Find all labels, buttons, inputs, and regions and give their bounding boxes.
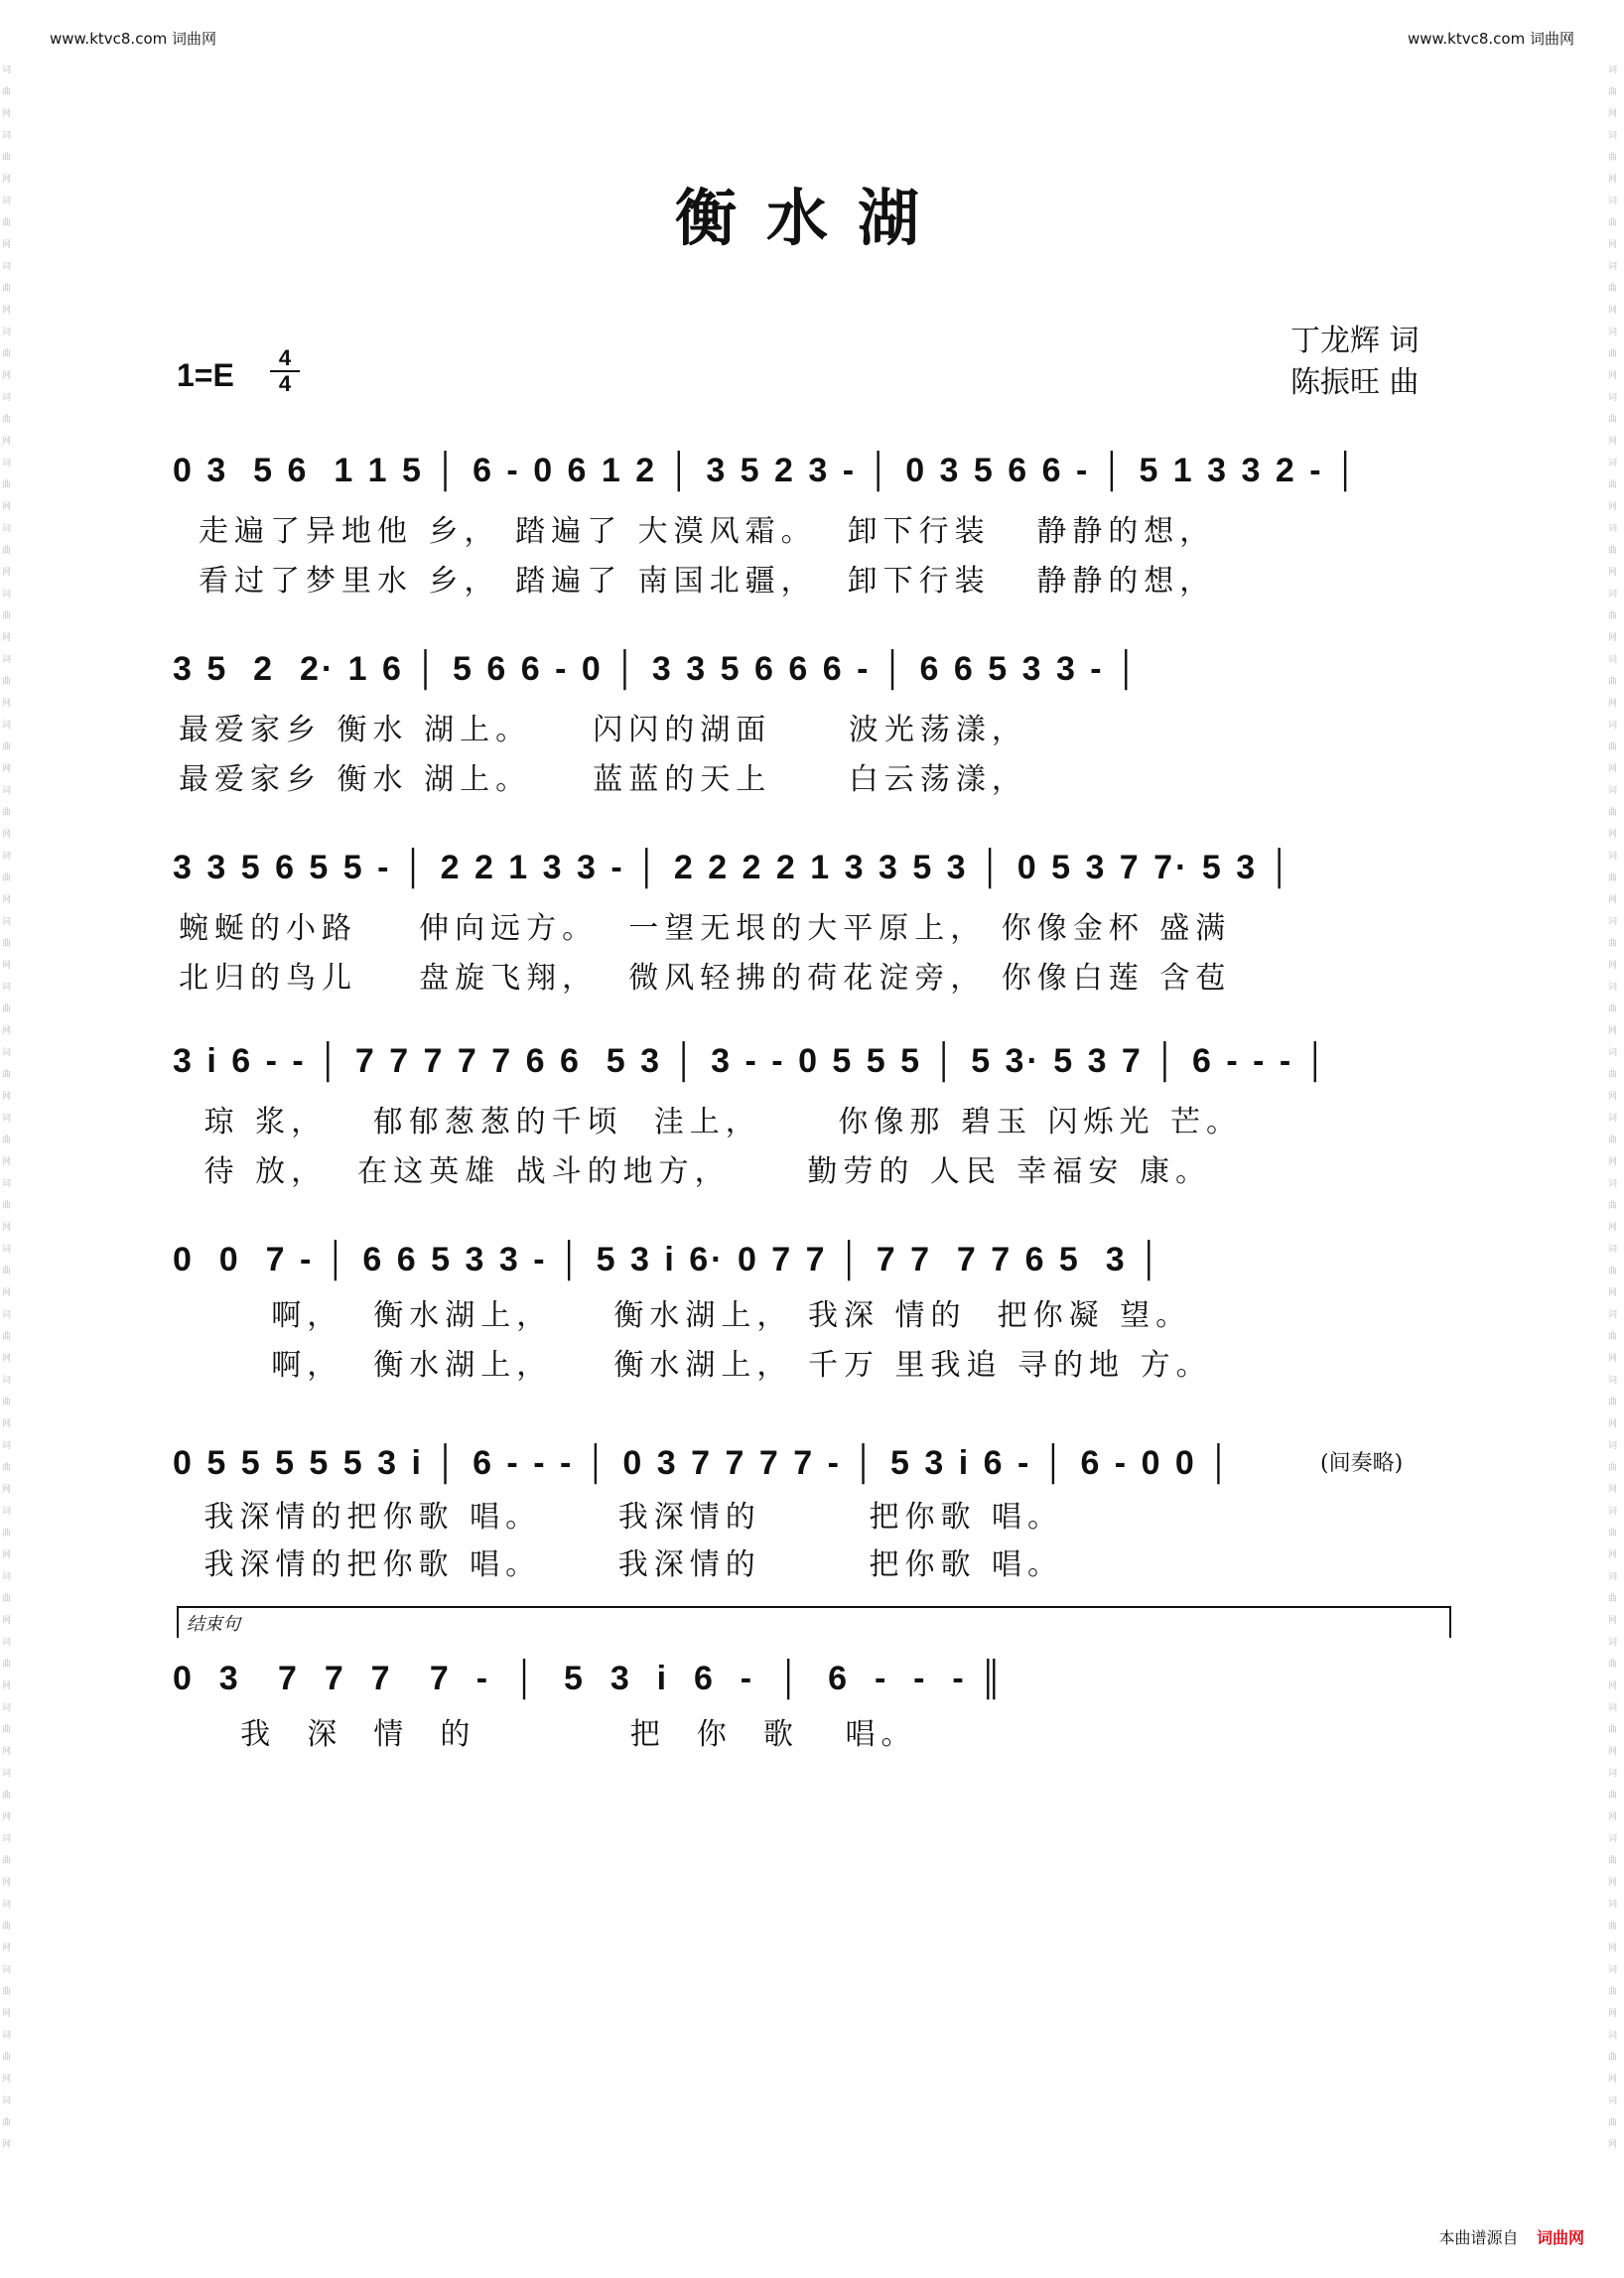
notation-line: 0 3 7 7 7 7 - │ 5 3 i 6 - │ 6 - - - ║ xyxy=(173,1660,1007,1697)
interlude-note: (间奏略) xyxy=(1320,1451,1404,1476)
time-signature-top: 4 xyxy=(278,345,292,370)
lyric-verse-2: 看过了梦里水 乡， 踏遍了 南国北疆， 卸下行装 静静的想， xyxy=(199,564,1216,599)
ending-label: 结束句 xyxy=(187,1614,240,1634)
lyricist-credit: 丁龙辉 词 xyxy=(1290,324,1420,358)
lyric-verse-1: 啊， 衡水湖上， 衡水湖上， 我深 情的 把你凝 望。 xyxy=(179,1298,1192,1333)
lyric-verse-2: 最爱家乡 衡水 湖上。 蓝蓝的天上 白云荡漾， xyxy=(179,762,1027,797)
ending-bracket xyxy=(177,1606,1451,1638)
time-signature xyxy=(270,347,300,395)
notation-line: 0 5 5 5 5 5 3 i │ 6 - - - │ 0 3 7 7 7 7 - │ 5 3 i 6 - │ 6 - 0 0 │ xyxy=(173,1444,1234,1482)
lyric-verse-1: 最爱家乡 衡水 湖上。 闪闪的湖面 波光荡漾， xyxy=(179,713,1027,747)
notation-line: 3 i 6 - - │ 7 7 7 7 7 6 6 5 3 │ 3 - - 0 5 5 5 │ 5 3· 5 3 7 │ 6 - - - │ xyxy=(173,1042,1330,1080)
footer-source: 本曲谱源自 xyxy=(1438,2230,1519,2247)
lyric-verse-2: 北归的鸟儿 盘旋飞翔， 微风轻拂的荷花淀旁， 你像白莲 含苞 xyxy=(179,961,1232,996)
lyric-verse-1: 琼 浆， 郁郁葱葱的千顷 洼上， 你像那 碧玉 闪烁光 芒。 xyxy=(189,1105,1243,1139)
footer xyxy=(1439,2225,1584,2248)
lyric-verse-2: 待 放， 在这英雄 战斗的地方， 勤劳的 人民 幸福安 康。 xyxy=(189,1154,1211,1189)
footer-brand-logo[interactable]: 词曲网 xyxy=(1536,2230,1584,2247)
lyric-verse-1: 蜿蜒的小路 伸向远方。 一望无垠的大平原上， 你像金杯 盛满 xyxy=(179,911,1232,946)
composer-credit: 陈振旺 曲 xyxy=(1290,365,1420,400)
side-watermark-right: 词曲网词曲网词曲网词曲网词曲网词曲网词曲网词曲网词曲网词曲网词曲网词曲网词曲网词曲网词曲网词曲网词曲网词曲网词曲网词曲网词曲网词曲网词曲网词曲网词曲网词曲网词曲网词曲网词曲网词曲网词曲网词曲网 xyxy=(1608,66,1618,2150)
lyric-verse-2: 我深情的把你歌 唱。 我深情的 把你歌 唱。 xyxy=(189,1547,1064,1582)
notation-line: 3 5 2 2· 1 6 │ 5 6 6 - 0 │ 3 3 5 6 6 6 - │ 6 6 5 3 3 - │ xyxy=(173,650,1142,688)
notation-line: 0 3 5 6 1 1 5 │ 6 - 0 6 1 2 │ 3 5 2 3 - │ 0 3 5 6 6 - │ 5 1 3 3 2 - │ xyxy=(173,452,1361,489)
lyric-verse-2: 啊， 衡水湖上， 衡水湖上， 千万 里我追 寻的地 方。 xyxy=(179,1348,1212,1383)
time-signature-bottom: 4 xyxy=(278,371,292,396)
song-title: 衡水湖 xyxy=(674,182,949,254)
header-url-left[interactable]: www.ktvc8.com 词曲网 xyxy=(50,30,217,48)
notation-line: 3 3 5 6 5 5 - │ 2 2 1 3 3 - │ 2 2 2 2 1 3 3 5 3 │ 0 5 3 7 7· 5 3 │ xyxy=(173,849,1294,886)
side-watermark-left: 词曲网词曲网词曲网词曲网词曲网词曲网词曲网词曲网词曲网词曲网词曲网词曲网词曲网词曲网词曲网词曲网词曲网词曲网词曲网词曲网词曲网词曲网词曲网词曲网词曲网词曲网词曲网词曲网词曲网词曲网词曲网词曲网 xyxy=(2,66,12,2150)
header-url-right[interactable]: www.ktvc8.com 词曲网 xyxy=(1407,30,1574,48)
key-signature: 1=E xyxy=(177,357,234,393)
lyric-verse-1: 走遍了异地他 乡， 踏遍了 大漠风霜。 卸下行装 静静的想， xyxy=(199,514,1216,549)
lyric-verse-1: 我深情的把你歌 唱。 我深情的 把你歌 唱。 xyxy=(189,1500,1064,1535)
notation-line: 0 0 7 - │ 6 6 5 3 3 - │ 5 3 i 6· 0 7 7 │ 7 7 7 7 6 5 3 │ xyxy=(173,1241,1164,1278)
lyric-verse-1: 我 深 情 的 把 你 歌 唱。 xyxy=(179,1717,917,1752)
